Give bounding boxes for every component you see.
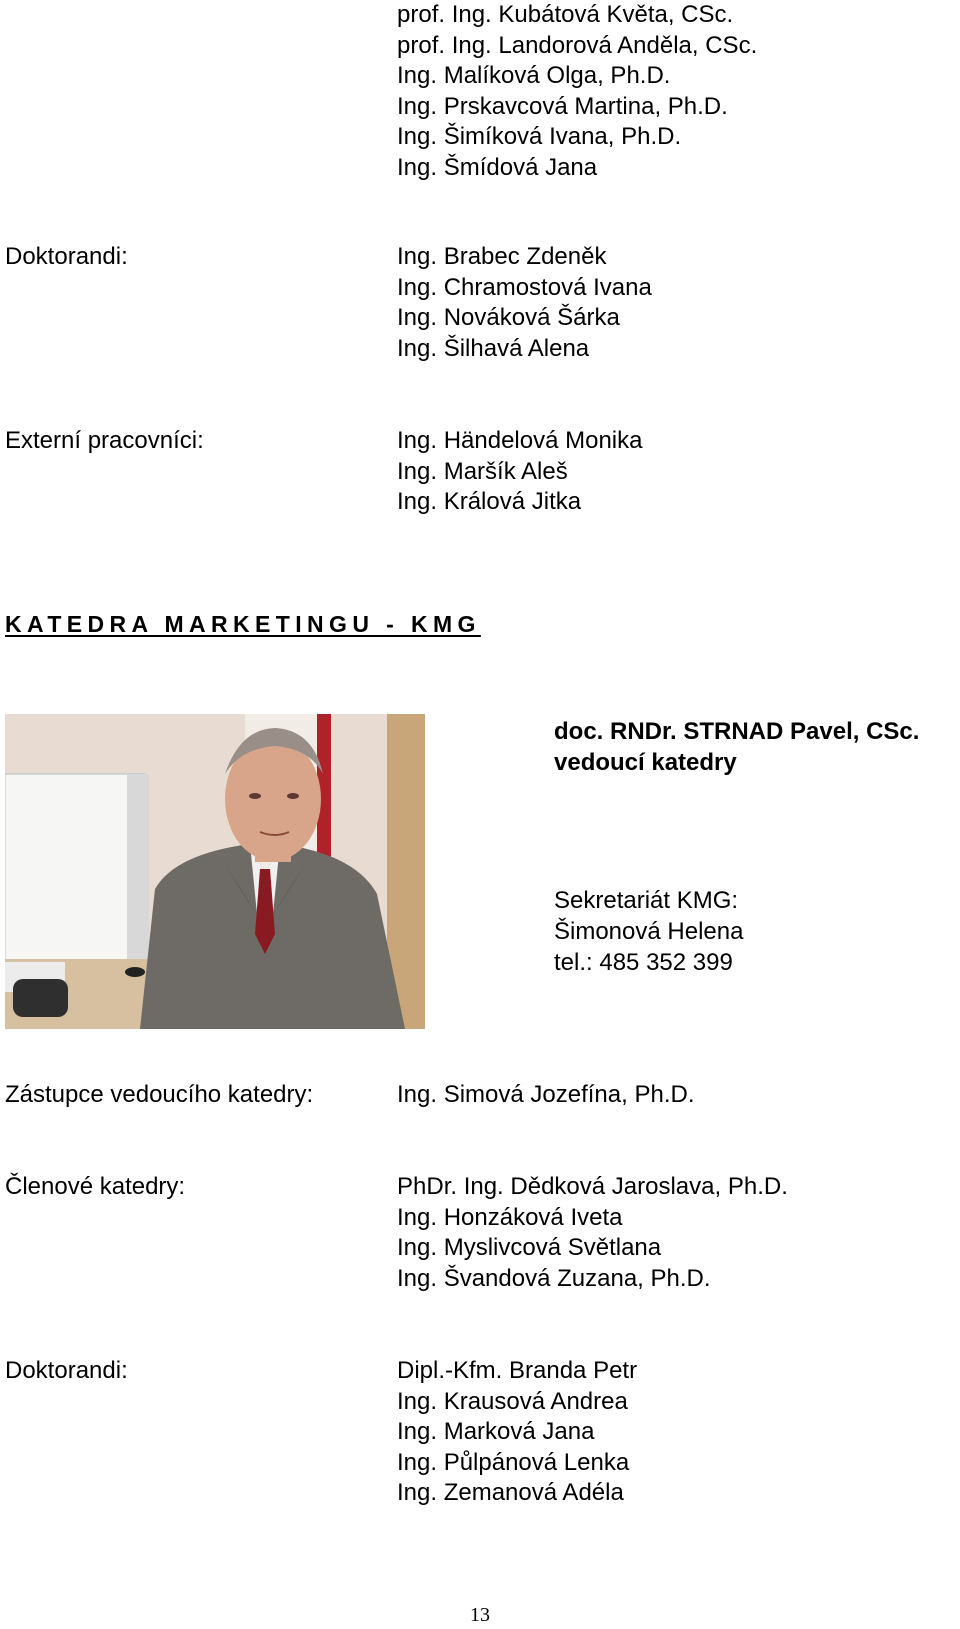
head-role: vedoucí katedry xyxy=(554,749,737,776)
secretariat-tel: tel.: 485 352 399 xyxy=(554,949,733,976)
externi-list xyxy=(397,426,642,518)
head-name: doc. RNDr. STRNAD Pavel, CSc. xyxy=(554,718,920,745)
list-item: Ing. Půlpánová Lenka xyxy=(397,1448,630,1476)
staff-list-continued xyxy=(397,0,757,184)
list-item: prof. Ing. Landorová Anděla, CSc. xyxy=(397,31,758,59)
section-heading: KATEDRA MARKETINGU - KMG xyxy=(5,611,481,637)
doktorandi-list xyxy=(397,242,652,364)
list-item: PhDr. Ing. Dědková Jaroslava, Ph.D. xyxy=(397,1173,788,1200)
list-item: Ing. Myslivcová Světlana xyxy=(397,1234,662,1262)
list-item: Ing. Marková Jana xyxy=(397,1418,595,1446)
page-number: 13 xyxy=(470,1604,490,1626)
list-item: Ing. Šmídová Jana xyxy=(397,153,598,181)
secretariat-label: Sekretariát KMG: xyxy=(554,887,739,914)
list-item: Ing. Prskavcová Martina, Ph.D. xyxy=(397,92,728,120)
list-item: Ing. Händelová Monika xyxy=(397,427,643,454)
deputy-label: Zástupce vedoucího katedry: xyxy=(5,1081,314,1108)
doktorandi-label: Doktorandi: xyxy=(5,243,128,270)
list-item: Ing. Simová Jozefína, Ph.D. xyxy=(397,1081,695,1108)
list-item: Ing. Krausová Andrea xyxy=(397,1387,628,1415)
kmg-doktorandi-list xyxy=(397,1356,637,1509)
deputy-list xyxy=(397,1080,694,1111)
list-item: Ing. Chramostová Ivana xyxy=(397,273,652,301)
kmg-doktorandi-label: Doktorandi: xyxy=(5,1357,128,1384)
secretariat xyxy=(554,885,743,978)
list-item: Dipl.-Kfm. Branda Petr xyxy=(397,1357,638,1384)
list-item: Ing. Malíková Olga, Ph.D. xyxy=(397,62,671,90)
list-item: Ing. Zemanová Adéla xyxy=(397,1479,624,1507)
list-item: Ing. Šilhavá Alena xyxy=(397,334,590,362)
secretariat-name: Šimonová Helena xyxy=(554,918,744,945)
list-item: Ing. Králová Jitka xyxy=(397,488,582,516)
externi-label: Externí pracovníci: xyxy=(5,427,204,454)
list-item: Ing. Brabec Zdeněk xyxy=(397,243,607,270)
members-label: Členové katedry: xyxy=(5,1173,186,1200)
list-item: prof. Ing. Kubátová Květa, CSc. xyxy=(397,1,734,28)
list-item: Ing. Maršík Aleš xyxy=(397,457,568,485)
list-item: Ing. Šimíková Ivana, Ph.D. xyxy=(397,123,682,151)
list-item: Ing. Švandová Zuzana, Ph.D. xyxy=(397,1264,711,1292)
head-photo xyxy=(5,714,425,1029)
list-item: Ing. Nováková Šárka xyxy=(397,304,620,332)
list-item: Ing. Honzáková Iveta xyxy=(397,1203,623,1231)
head-of-department xyxy=(554,716,919,778)
members-list xyxy=(397,1172,788,1294)
